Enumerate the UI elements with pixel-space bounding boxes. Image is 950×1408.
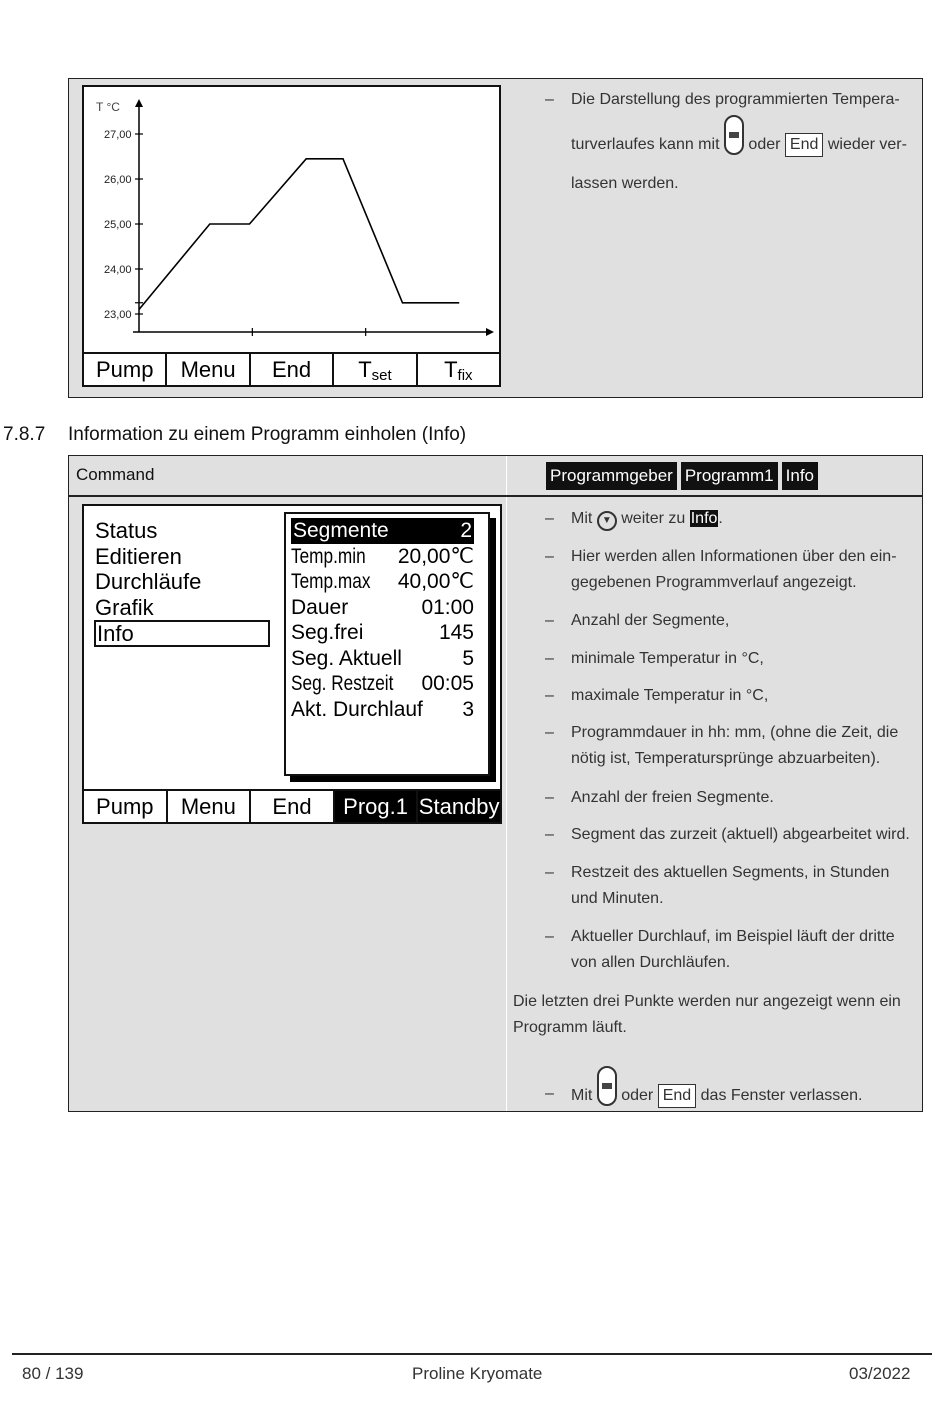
bullet-dash: –	[545, 687, 554, 704]
info-softkey-bar	[84, 789, 500, 822]
menu-item-grafik[interactable]: Grafik	[95, 594, 154, 620]
bullet-dash: –	[545, 864, 554, 881]
y-tick-label: 25,00	[104, 219, 132, 231]
menu-softkey[interactable]: Menu	[167, 354, 250, 385]
tset-main: T	[358, 357, 372, 382]
end-softkey[interactable]: End	[251, 791, 335, 822]
durchlauf-label: Akt. Durchlauf	[291, 697, 423, 721]
y-tick-label: 26,00	[104, 174, 132, 186]
popup-row-segaktuell	[286, 646, 488, 672]
tfix-main: T	[444, 357, 458, 382]
info-desc-last-b: oder	[621, 1087, 654, 1104]
section-number: 7.8.7	[3, 424, 46, 445]
bullet-dash: –	[545, 724, 554, 741]
popup-row-restzeit	[286, 671, 488, 697]
graphic-desc-line1: Die Darstellung des programmierten Tempera-	[571, 91, 900, 108]
pump-softkey[interactable]: Pump	[84, 354, 167, 385]
info-desc-b6: Programmdauer in hh: mm, (ohne die Zeit, die nötig ist, Temperatursprünge abzuarbeiten).	[571, 724, 899, 767]
standby-softkey[interactable]: Standby	[418, 791, 500, 822]
esc-key-icon	[724, 115, 744, 155]
segaktuell-value: 5	[462, 646, 474, 670]
graphic-desc-line2	[571, 115, 907, 158]
product-name: Proline Kryomate	[412, 1364, 543, 1383]
menu-item-status[interactable]: Status	[95, 518, 158, 543]
info-popup	[284, 512, 490, 776]
bullet-dash: –	[545, 789, 554, 806]
info-display	[82, 504, 502, 824]
popup-row-segmente	[291, 518, 474, 544]
graphic-desc-line3: lassen werden.	[571, 175, 679, 192]
end-key-label: End	[658, 1084, 696, 1108]
info-desc-last	[571, 1066, 863, 1109]
segmente-label: Segmente	[293, 519, 389, 542]
breadcrumb	[546, 462, 818, 490]
y-axis-label: T °C	[96, 100, 120, 114]
bullet-dash: –	[545, 548, 554, 565]
y-tick-label: 23,00	[104, 309, 132, 321]
bullet-dash: –	[545, 650, 554, 667]
menu-item-info[interactable]: Info	[94, 620, 270, 647]
popup-row-tempmin	[286, 544, 488, 570]
document-date: 03/2022	[849, 1364, 911, 1383]
header-divider	[69, 495, 922, 497]
prog1-softkey[interactable]: Prog.1	[335, 791, 419, 822]
esc-key-icon	[597, 1066, 617, 1106]
segfrei-value: 145	[438, 621, 474, 644]
breadcrumb-programmgeber: Programmgeber	[546, 462, 677, 490]
graphic-desc-line2-c: wieder ver-	[827, 136, 907, 153]
command-label: Command	[76, 465, 155, 484]
info-desc-b8: Segment das zurzeit (aktuell) abgearbeitet wird.	[571, 826, 910, 843]
bullet-dash: –	[545, 928, 554, 945]
info-desc-b2: Hier werden allen Informationen über den ein- gegebenen Programmverlauf angezeigt.	[571, 548, 897, 591]
breadcrumb-info: Info	[782, 462, 818, 490]
bullet-dash: –	[545, 612, 554, 629]
temperature-series-line	[139, 159, 459, 310]
dauer-value: 01:00	[421, 595, 474, 619]
page-number: 80 / 139	[22, 1364, 84, 1383]
y-tick-label: 27,00	[104, 129, 132, 141]
info-desc-last-a: Mit	[571, 1087, 593, 1104]
y-axis-arrow	[135, 99, 143, 107]
tfix-sub: fix	[457, 367, 473, 384]
popup-row-durchlauf	[286, 697, 488, 723]
y-tick-label: 24,00	[104, 264, 132, 276]
info-desc-b1	[571, 506, 723, 532]
tempmin-label: Temp.min	[291, 544, 366, 568]
tfix-softkey[interactable]	[418, 354, 499, 385]
pump-softkey[interactable]: Pump	[84, 791, 168, 822]
end-softkey[interactable]: End	[251, 354, 334, 385]
bullet-dash: –	[545, 826, 554, 843]
temperature-chart-display	[82, 85, 501, 387]
info-desc-b1-a: Mit	[571, 510, 593, 527]
popup-row-dauer	[286, 595, 488, 621]
segfrei-label: Seg.frei	[291, 621, 364, 644]
tset-softkey[interactable]	[334, 354, 417, 385]
graphic-desc-line2-a: turverlaufes kann mit	[571, 136, 720, 153]
graphic-panel	[68, 78, 923, 398]
info-desc-b3: Anzahl der Segmente,	[571, 612, 730, 629]
info-desc-b10: Aktueller Durchlauf, im Beispiel läuft der dritte von allen Durchläufen.	[571, 928, 895, 971]
segaktuell-label: Seg. Aktuell	[291, 646, 402, 670]
info-desc-last-c: das Fenster verlassen.	[700, 1087, 863, 1104]
popup-row-segfrei	[286, 620, 488, 646]
footer-rule	[12, 1353, 932, 1355]
section-title: Information zu einem Programm einholen (Info)	[68, 424, 467, 445]
menu-item-editieren[interactable]: Editieren	[95, 543, 182, 569]
chevron-down-icon: ▼	[597, 511, 617, 531]
info-desc-b4: minimale Temperatur in °C,	[571, 650, 764, 667]
info-note: Die letzten drei Punkte werden nur angezeigt wenn ein Programm läuft.	[513, 993, 901, 1036]
column-divider	[506, 456, 507, 1111]
breadcrumb-programm1: Programm1	[681, 462, 778, 490]
durchlauf-value: 3	[462, 697, 474, 721]
info-highlight: Info	[690, 510, 718, 527]
info-desc-b1-b: weiter zu	[621, 510, 686, 527]
tset-sub: set	[371, 367, 392, 384]
restzeit-value: 00:05	[421, 672, 474, 695]
info-desc-b9: Restzeit des aktuellen Segments, in Stunden und Minuten.	[571, 864, 890, 907]
info-desc-b5: maximale Temperatur in °C,	[571, 687, 769, 704]
bullet-dash: –	[545, 1085, 554, 1102]
x-axis-arrow	[486, 328, 494, 336]
menu-item-durchlaeufe[interactable]: Durchläufe	[95, 569, 202, 594]
tempmax-label: Temp.max	[291, 570, 371, 593]
info-desc-b1-c: .	[718, 510, 723, 527]
bullet-dash: –	[545, 91, 554, 108]
program-menu	[94, 518, 270, 647]
menu-softkey[interactable]: Menu	[168, 791, 252, 822]
info-panel	[68, 455, 923, 1112]
segmente-value: 2	[460, 519, 472, 542]
info-desc-b7: Anzahl der freien Segmente.	[571, 789, 774, 806]
dauer-label: Dauer	[291, 595, 349, 619]
popup-row-tempmax	[286, 569, 488, 595]
chart-softkey-bar	[84, 352, 499, 385]
tempmax-value: 40,00℃	[397, 570, 474, 593]
restzeit-label: Seg. Restzeit	[291, 672, 394, 695]
bullet-dash: –	[545, 510, 554, 527]
graphic-desc-line2-b: oder	[748, 136, 781, 153]
temperature-chart	[84, 87, 499, 349]
tempmin-value: 20,00℃	[397, 544, 474, 568]
end-key-label: End	[785, 133, 823, 157]
